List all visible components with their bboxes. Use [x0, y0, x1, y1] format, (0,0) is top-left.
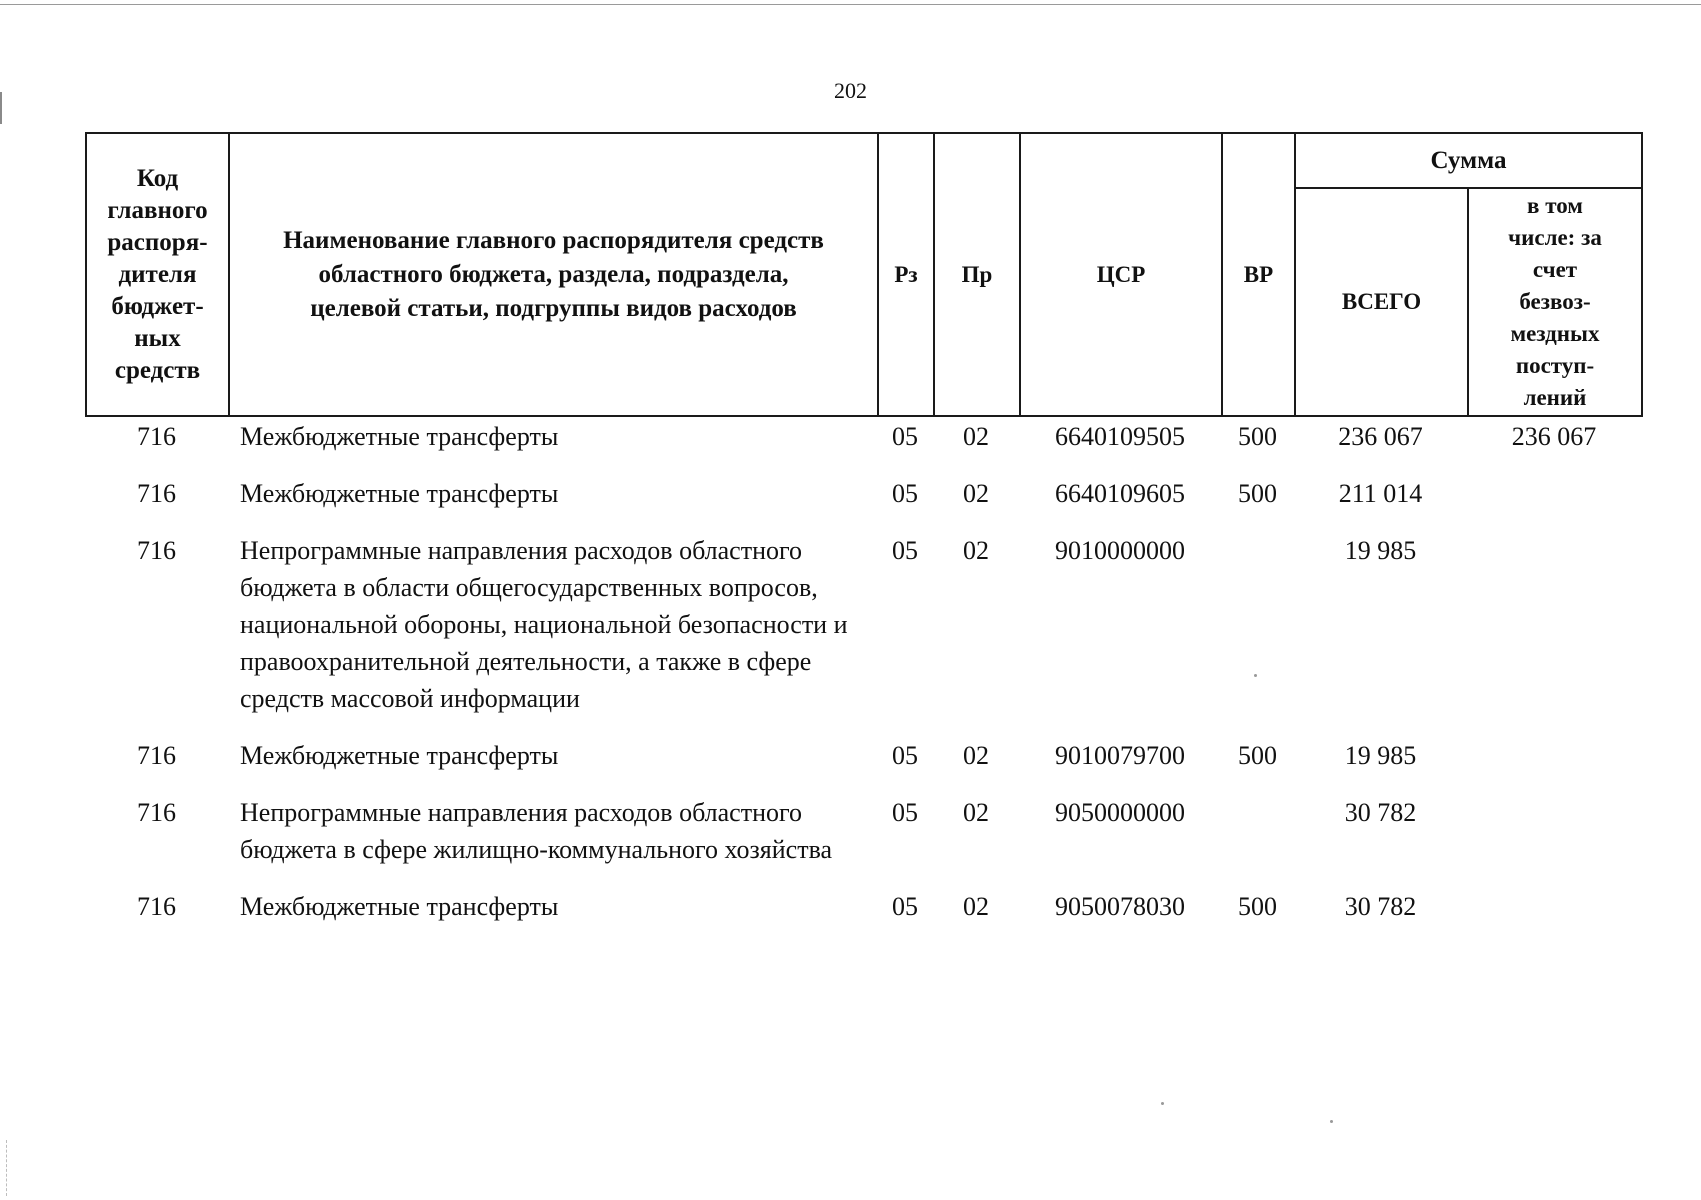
header-name-line: целевой статьи, подгруппы видов расходов [310, 294, 797, 322]
scan-speck [1254, 674, 1257, 677]
cell-total: 30 782 [1344, 798, 1417, 827]
header-including-line: безвоз- [1519, 289, 1591, 314]
cell-rz: 05 [892, 741, 918, 770]
header-code-line: Код [136, 164, 179, 192]
cell-total: 19 985 [1344, 536, 1417, 565]
cell-rz: 05 [892, 536, 918, 565]
cell-including [1467, 475, 1641, 532]
cell-csr: 9010079700 [1055, 741, 1185, 770]
cell-total: 30 782 [1344, 892, 1417, 921]
cell-vr [1221, 532, 1294, 737]
header-including [1468, 188, 1642, 416]
scan-speck [1161, 1102, 1164, 1105]
cell-pr: 02 [963, 798, 989, 827]
cell-pr: 02 [963, 479, 989, 508]
header-including-line: мездных [1510, 321, 1600, 346]
cell-code: 716 [137, 422, 176, 451]
header-including-line: поступ- [1515, 353, 1595, 378]
table-header [85, 132, 1643, 417]
cell-including [1467, 532, 1641, 737]
cell-including [1467, 737, 1641, 794]
header-including-line: в том [1527, 193, 1583, 218]
cell-rz: 05 [892, 798, 918, 827]
header-including-line: счет [1532, 257, 1578, 282]
cell-rz: 05 [892, 422, 918, 451]
table-row [85, 475, 1641, 532]
header-code-line: главного [107, 196, 208, 224]
cell-code: 716 [137, 798, 176, 827]
header-pr: Пр [934, 133, 1020, 416]
cell-total: 211 014 [1338, 479, 1423, 508]
cell-vr: 500 [1238, 422, 1277, 451]
cell-vr [1221, 794, 1294, 888]
header-name-line: Наименование главного распорядителя средств [283, 226, 824, 254]
header-code-line: бюджет- [111, 292, 204, 320]
cell-csr: 9050000000 [1055, 798, 1185, 827]
cell-total: 19 985 [1344, 741, 1417, 770]
cell-pr: 02 [963, 422, 989, 451]
header-code-line: дителя [118, 260, 197, 288]
cell-csr: 6640109605 [1055, 479, 1185, 508]
header-code [86, 133, 229, 416]
cell-pr: 02 [963, 536, 989, 565]
header-name-line: областного бюджета, раздела, подраздела, [318, 260, 789, 288]
scan-margin-mark-bottom [6, 1140, 7, 1196]
table-row [85, 794, 1641, 888]
cell-csr: 6640109505 [1055, 422, 1185, 451]
scan-edge-line [0, 4, 1701, 5]
cell-total: 236 067 [1338, 422, 1423, 451]
header-including-line: числе: за [1508, 225, 1602, 250]
cell-vr: 500 [1238, 479, 1277, 508]
page-number: 202 [834, 78, 867, 103]
table-row [85, 888, 1641, 945]
cell-including: 236 067 [1511, 422, 1597, 451]
header-name [229, 133, 878, 416]
cell-vr: 500 [1238, 892, 1277, 921]
table-row [85, 737, 1641, 794]
cell-code: 716 [137, 892, 176, 921]
cell-name: Межбюджетные трансферты [240, 741, 559, 770]
header-vr: ВР [1222, 133, 1295, 416]
cell-code: 716 [137, 741, 176, 770]
cell-pr: 02 [963, 892, 989, 921]
cell-including [1467, 794, 1641, 888]
cell-name: Непрограммные направления расходов областного бюджета в области общегосударственных вопросов, национальной обороны, национальной безопасности и правоохранительной деятельности, а также в сфере средств массовой информации [240, 536, 848, 713]
header-sum: Сумма [1295, 133, 1642, 188]
header-code-line: распоря- [107, 228, 208, 256]
cell-name: Межбюджетные трансферты [240, 892, 559, 921]
cell-code: 716 [137, 536, 176, 565]
header-rz: Рз [878, 133, 934, 416]
cell-csr: 9010000000 [1055, 536, 1185, 565]
cell-name: Межбюджетные трансферты [240, 422, 559, 451]
cell-rz: 05 [892, 892, 918, 921]
header-code-line: ных [134, 324, 181, 352]
cell-code: 716 [137, 479, 176, 508]
cell-name: Межбюджетные трансферты [240, 479, 559, 508]
cell-csr: 9050078030 [1055, 892, 1185, 921]
table-row [85, 532, 1641, 737]
cell-rz: 05 [892, 479, 918, 508]
cell-vr: 500 [1238, 741, 1277, 770]
table-body [85, 418, 1641, 945]
header-including-line: лений [1523, 385, 1587, 410]
table-row [85, 418, 1641, 475]
header-total: ВСЕГО [1295, 188, 1468, 416]
header-code-line: средств [114, 356, 201, 384]
scan-speck [1330, 1120, 1333, 1123]
header-csr: ЦСР [1020, 133, 1222, 416]
cell-including [1467, 888, 1641, 945]
cell-pr: 02 [963, 741, 989, 770]
cell-name: Непрограммные направления расходов областного бюджета в сфере жилищно-коммунального хозяйства [240, 798, 833, 864]
